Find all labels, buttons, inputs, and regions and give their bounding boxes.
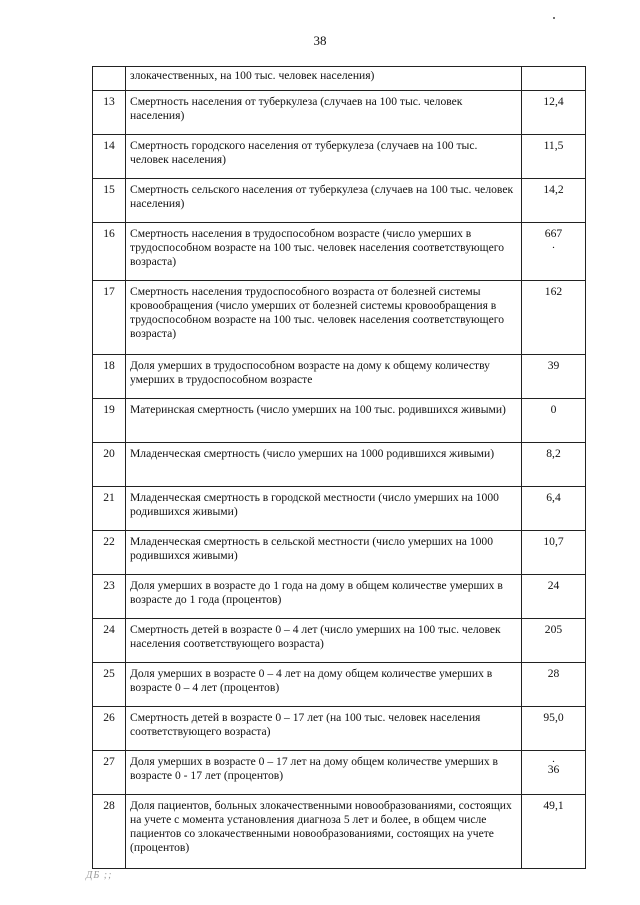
table-row bbox=[93, 399, 586, 443]
row-number: 14 bbox=[93, 135, 126, 179]
row-value: 95,0 bbox=[522, 707, 586, 751]
row-value: 8,2 bbox=[522, 443, 586, 487]
row-value: 14,2 bbox=[522, 179, 586, 223]
scan-speck: . bbox=[552, 753, 555, 765]
row-number: 26 bbox=[93, 707, 126, 751]
row-value: 28 bbox=[522, 663, 586, 707]
row-value: 24 bbox=[522, 575, 586, 619]
row-number: 28 bbox=[93, 795, 126, 869]
row-value: 12,4 bbox=[522, 91, 586, 135]
row-value: 162 bbox=[522, 281, 586, 355]
row-number: 17 bbox=[93, 281, 126, 355]
row-number: 16 bbox=[93, 223, 126, 281]
row-number: 24 bbox=[93, 619, 126, 663]
table-row bbox=[93, 795, 586, 869]
row-description: Материнская смертность (число умерших на 100 тыс. родившихся живыми) bbox=[126, 399, 522, 443]
row-description: Смертность детей в возрасте 0 – 4 лет (число умерших на 100 тыс. человек населения соответствующего возраста) bbox=[126, 619, 522, 663]
table-row bbox=[93, 179, 586, 223]
row-description: Смертность населения от туберкулеза (случаев на 100 тыс. человек населения) bbox=[126, 91, 522, 135]
row-description: Младенческая смертность в сельской местности (число умерших на 1000 родившихся живыми) bbox=[126, 531, 522, 575]
table-row bbox=[93, 223, 586, 281]
table-row bbox=[93, 443, 586, 487]
row-value: 39 bbox=[522, 355, 586, 399]
row-number: 21 bbox=[93, 487, 126, 531]
table-row bbox=[93, 487, 586, 531]
row-description: Смертность детей в возрасте 0 – 17 лет (на 100 тыс. человек населения соответствующего возраста) bbox=[126, 707, 522, 751]
row-description: Младенческая смертность (число умерших на 1000 родившихся живыми) bbox=[126, 443, 522, 487]
table-row bbox=[93, 575, 586, 619]
row-number: 22 bbox=[93, 531, 126, 575]
row-value: 11,5 bbox=[522, 135, 586, 179]
row-value: 6,4 bbox=[522, 487, 586, 531]
row-number: 20 bbox=[93, 443, 126, 487]
row-number: 25 bbox=[93, 663, 126, 707]
footer-mark: ДБ ;; bbox=[86, 870, 113, 881]
table-row bbox=[93, 281, 586, 355]
page-number: 38 bbox=[313, 33, 327, 48]
row-description: Доля пациентов, больных злокачественными новообразованиями, состоящих на учете с момента установления диагноза 5 лет и более, в общем числе пациентов со злокачественными новообразованиями, состоящих на учете (процентов) bbox=[126, 795, 522, 869]
row-description: Доля умерших в возрасте до 1 года на дому в общем количестве умерших в возрасте до 1 года (процентов) bbox=[126, 575, 522, 619]
indicators-table bbox=[92, 66, 586, 869]
table-row bbox=[93, 707, 586, 751]
row-description: Доля умерших в возрасте 0 – 17 лет на дому общем количестве умерших в возрасте 0 - 17 лет (процентов) bbox=[126, 751, 522, 795]
row-value-cell bbox=[522, 751, 586, 795]
row-description: злокачественных, на 100 тыс. человек населения) bbox=[126, 67, 522, 91]
row-description: Доля умерших в трудоспособном возрасте на дому к общему количеству умерших в трудоспособном возрасте bbox=[126, 355, 522, 399]
row-number: 13 bbox=[93, 91, 126, 135]
table-row bbox=[93, 663, 586, 707]
table-row bbox=[93, 531, 586, 575]
row-description: Смертность населения трудоспособного возраста от болезней системы кровообращения (число умерших от болезней системы кровообращения в трудоспособном возрасте на 100 тыс. человек населения соответствующего возраста) bbox=[126, 281, 522, 355]
row-description: Смертность городского населения от туберкулеза (случаев на 100 тыс. человек населения) bbox=[126, 135, 522, 179]
table-row bbox=[93, 619, 586, 663]
row-value: 49,1 bbox=[522, 795, 586, 869]
row-value: 36 bbox=[547, 763, 560, 776]
row-value: 205 bbox=[522, 619, 586, 663]
table-row bbox=[93, 135, 586, 179]
row-value bbox=[522, 67, 586, 91]
row-description: Смертность населения в трудоспособном возрасте (число умерших в трудоспособном возрасте на 100 тыс. человек населения соответствующего возраста) bbox=[126, 223, 522, 281]
table-row bbox=[93, 67, 586, 91]
row-number: 15 bbox=[93, 179, 126, 223]
row-number: 27 bbox=[93, 751, 126, 795]
row-description: Доля умерших в возрасте 0 – 4 лет на дому общем количестве умерших в возрасте 0 – 4 лет (процентов) bbox=[126, 663, 522, 707]
table-row bbox=[93, 751, 586, 795]
row-value: 0 bbox=[522, 399, 586, 443]
scan-speck: . bbox=[552, 239, 555, 251]
row-number: 18 bbox=[93, 355, 126, 399]
table-row bbox=[93, 91, 586, 135]
table-row bbox=[93, 355, 586, 399]
row-description: Смертность сельского населения от туберкулеза (случаев на 100 тыс. человек населения) bbox=[126, 179, 522, 223]
row-number: 23 bbox=[93, 575, 126, 619]
row-value-cell bbox=[522, 223, 586, 281]
scan-speck bbox=[553, 17, 555, 19]
row-description: Младенческая смертность в городской местности (число умерших на 1000 родившихся живыми) bbox=[126, 487, 522, 531]
row-value: 10,7 bbox=[522, 531, 586, 575]
row-number: 19 bbox=[93, 399, 126, 443]
row-value: 667 bbox=[544, 227, 563, 240]
row-number bbox=[93, 67, 126, 91]
